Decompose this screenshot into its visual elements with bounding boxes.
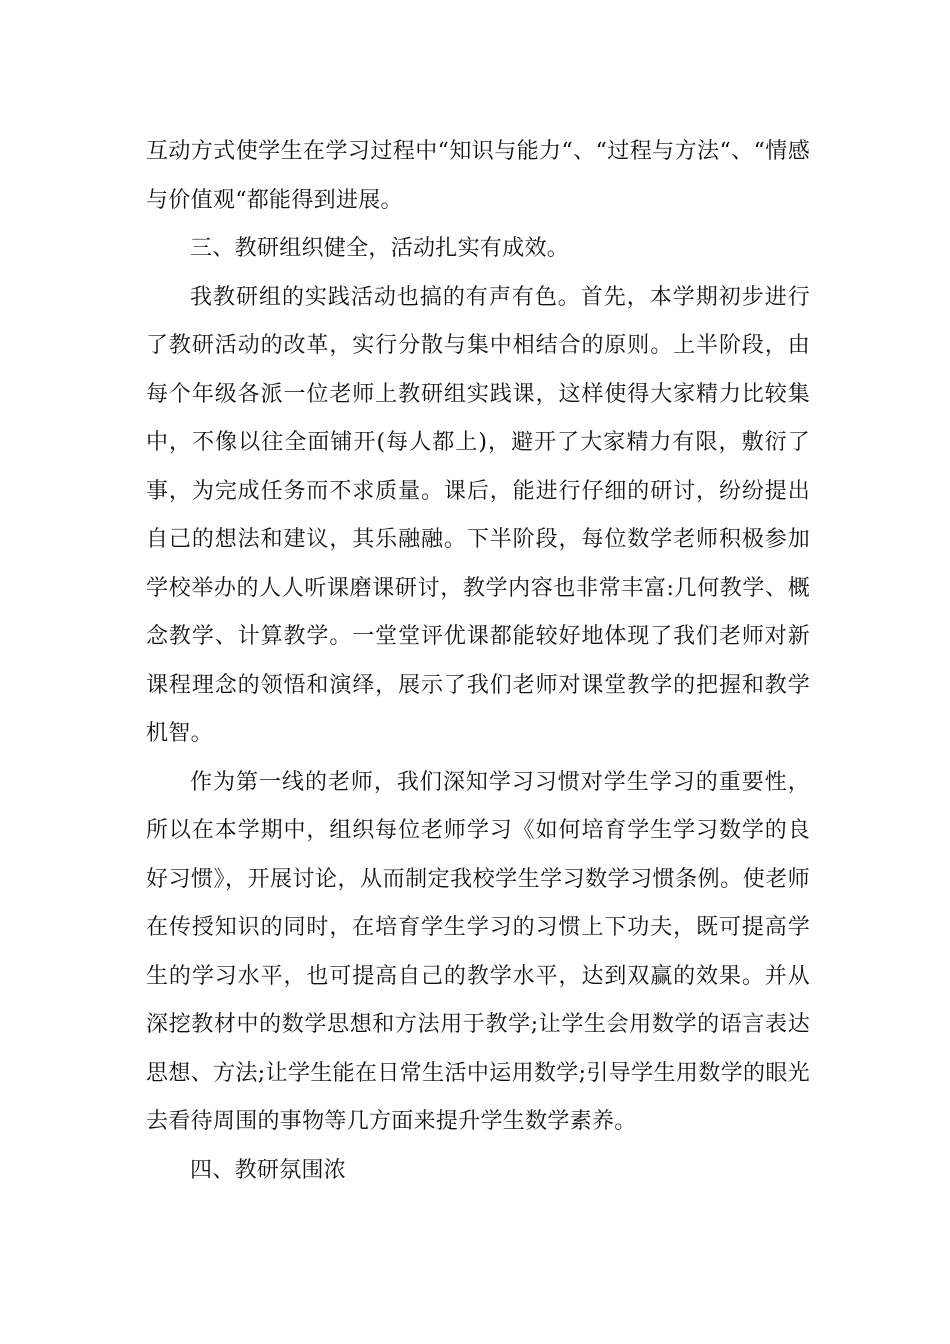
paragraph-continuation: 互动方式使学生在学习过程中“知识与能力“、“过程与方法“、“情感与价值观“都能得到进展。 [146, 139, 810, 213]
document-body [146, 128, 810, 1195]
section-heading-3: 三、教研组织健全，活动扎实有成效。 [190, 236, 570, 261]
section-heading-4: 四、教研氛围浓 [190, 1157, 347, 1183]
paragraph-study-habits: 作为第一线的老师，我们深知学习习惯对学生学习的重要性，所以在本学期中，组织每位老师学习《如何培育学生学习数学的良好习惯》，开展讨论，从而制定我校学生学习数学习惯条例。使老师在传授知识的同时，在培育学生学习的习惯上下功夫，既可提高学生的学习水平，也可提高自己的教学水平，达到双赢的效果。并从深挖教材中的数学思想和方法用于教学;让学生会用数学的语言表达思想、方法;让学生能在日常生活中运用数学;引导学生用数学的眼光去看待周围的事物等几方面来提升学生数学素养。 [146, 769, 810, 1134]
paragraph-research-activities: 我教研组的实践活动也搞的有声有色。首先，本学期初步进行了教研活动的改革，实行分散与集中相结合的原则。上半阶段，由每个年级各派一位老师上教研组实践课，这样使得大家精力比较集中，不像以往全面铺开(每人都上)，避开了大家精力有限，敷衍了事，为完成任务而不求质量。课后，能进行仔细的研讨，纷纷提出自己的想法和建议，其乐融融。下半阶段，每位数学老师积极参加学校举办的人人听课磨课研讨，教学内容也非常丰富:几何教学、概念教学、计算教学。一堂堂评优课都能较好地体现了我们老师对新课程理念的领悟和演绎，展示了我们老师对课堂教学的把握和教学机智。 [146, 284, 810, 746]
